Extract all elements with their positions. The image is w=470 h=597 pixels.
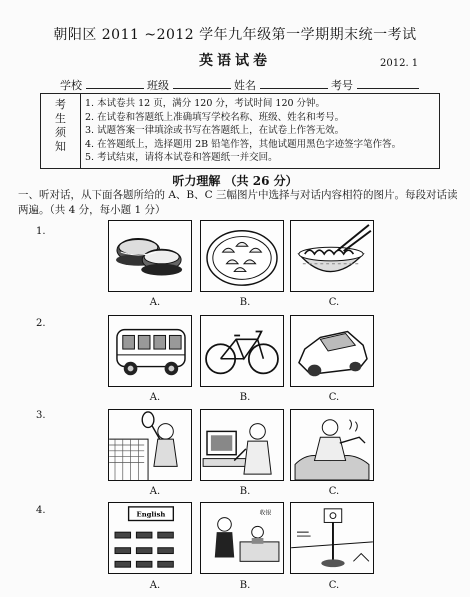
question-number: 2. — [36, 318, 46, 329]
notice-rule: 2. 在试卷和答题纸上准确填写学校名称、班级、姓名和考号。 — [85, 111, 345, 123]
notice-rule: 5. 考试结束，请将本试卷和答题纸一并交回。 — [85, 152, 278, 163]
option-label: B. — [239, 297, 251, 308]
section-instruction: 一、听对话，从下面各题所给的 A、B、C 三幅图片中选择与对话内容相符的图片。每段对话读两遍。（共 4 分，每小题 1 分） — [18, 189, 458, 216]
bicycle-icon — [201, 316, 283, 386]
burgers-icon — [109, 221, 191, 291]
notice-heading-char: 知 — [55, 140, 66, 153]
tennis-icon — [109, 410, 191, 480]
cooking-picture[interactable] — [290, 409, 374, 481]
exam-date: 2012. 1 — [380, 58, 419, 69]
car-picture[interactable] — [290, 315, 374, 387]
classroom-picture[interactable] — [108, 502, 192, 574]
school-blank — [86, 78, 144, 89]
dumplings-picture[interactable] — [200, 220, 284, 292]
computer-picture[interactable] — [200, 409, 284, 481]
bicycle-picture[interactable] — [200, 315, 284, 387]
option-label: A. — [149, 580, 161, 591]
library-picture[interactable] — [200, 502, 284, 574]
noodles-picture[interactable] — [290, 220, 374, 292]
notice-rules — [85, 97, 401, 165]
english-sign-text: English — [136, 510, 166, 519]
gym-picture[interactable] — [290, 502, 374, 574]
class-label: 班级 — [147, 79, 169, 92]
noodles-icon — [291, 221, 373, 291]
option-label: A. — [149, 392, 161, 403]
tennis-picture[interactable] — [108, 409, 192, 481]
notice-rule: 1. 本试卷共 12 页，满分 120 分，考试时间 120 分钟。 — [85, 98, 326, 109]
question-number: 4. — [36, 505, 46, 516]
gym-icon — [291, 503, 373, 573]
exam-notice-box — [40, 93, 440, 169]
option-label: C. — [328, 392, 340, 403]
option-label: B. — [239, 580, 251, 591]
car-icon — [291, 316, 373, 386]
option-label: B. — [239, 486, 251, 497]
notice-heading-char: 生 — [55, 112, 66, 125]
question-number: 3. — [36, 410, 46, 421]
bus-icon — [109, 316, 191, 386]
question-number: 1. — [36, 226, 46, 237]
option-label: C. — [328, 486, 340, 497]
exam-number-blank — [357, 78, 419, 89]
cooking-icon — [291, 410, 373, 480]
school-label: 学校 — [60, 79, 82, 92]
name-blank — [260, 78, 328, 89]
exam-subtitle: 英语试卷 — [199, 53, 271, 69]
classroom-icon — [109, 503, 191, 573]
student-info-fields — [60, 77, 419, 93]
option-label: C. — [328, 580, 340, 591]
option-label: A. — [149, 297, 161, 308]
bus-picture[interactable] — [108, 315, 192, 387]
name-label: 姓名 — [234, 79, 256, 92]
burgers-picture[interactable] — [108, 220, 192, 292]
notice-heading-char: 考 — [55, 98, 66, 111]
exam-number-label: 考号 — [331, 79, 353, 92]
notice-heading — [41, 94, 81, 168]
library-icon — [201, 503, 283, 573]
option-label: C. — [328, 297, 340, 308]
computer-icon — [201, 410, 283, 480]
section-heading: 听力理解 （共 26 分） — [172, 174, 298, 188]
notice-rule: 3. 试题答案一律填涂或书写在答题纸上，在试卷上作答无效。 — [85, 125, 345, 136]
option-label: A. — [149, 486, 161, 497]
class-blank — [173, 78, 231, 89]
dumplings-icon — [201, 221, 283, 291]
option-label: B. — [239, 392, 251, 403]
notice-rule: 4. 在答题纸上，选择题用 2B 铅笔作答，其他试题用黑色字迹签字笔作答。 — [85, 138, 402, 150]
library-sign-text: 收银 — [259, 510, 272, 517]
notice-heading-char: 须 — [55, 126, 66, 139]
exam-title: 朝阳区 2011 ~2012 学年九年级第一学期期末统一考试 — [53, 27, 417, 43]
